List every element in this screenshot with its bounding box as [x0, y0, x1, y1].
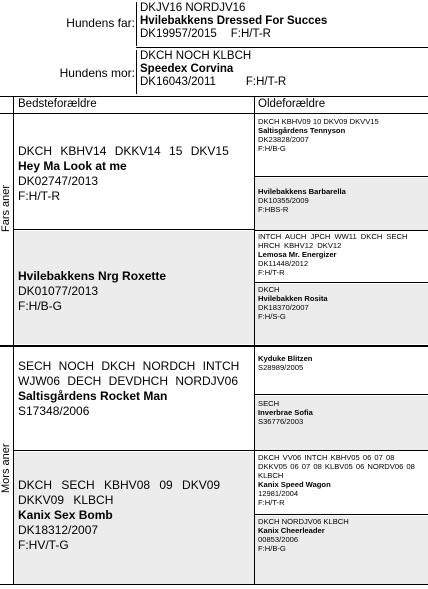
ggp-name: Saltisgårdens Tennyson: [258, 126, 346, 135]
grandparent-name: Hvilebakkens Nrg Roxette: [18, 269, 167, 283]
father-reg: DK19957/2015: [140, 28, 217, 40]
grandparent-4: [14, 452, 254, 584]
grandparent-name: Hey Ma Look at me: [18, 159, 127, 173]
ggp-hd: F:H/T-R: [258, 498, 285, 507]
grandparent-hd: F:H/T-R: [18, 189, 60, 203]
header-greatgrandparents: Oldeforældre: [258, 98, 326, 110]
ggp-reg: S36776/2003: [258, 417, 304, 426]
grandparent-titles: DKCH SECH KBHV08 09 DKV09 DKKV09 KLBCH: [18, 478, 221, 507]
ggp-name: Kanix Speed Wagon: [258, 480, 331, 489]
great-grandparent-8: [255, 516, 428, 584]
mother-name-text: Speedex Corvina: [140, 63, 234, 75]
side-label-mother: Mors aner: [0, 443, 12, 493]
grandparent-3: [14, 347, 254, 451]
grandparent-2: [14, 231, 254, 344]
ggp-reg: S28989/2005: [258, 363, 304, 372]
ggp-titles: SECH: [258, 399, 280, 408]
great-grandparent-2: [255, 178, 428, 230]
ggp-name: Hvilebakkens Barbarella: [258, 187, 346, 196]
great-grandparent-6: [255, 396, 428, 451]
father-name: [140, 15, 426, 28]
ggp-reg: 00853/2006: [258, 535, 299, 544]
great-grandparent-5: [255, 347, 428, 395]
mother-titles: DKCH NOCH KLBCH: [140, 50, 252, 62]
ggp-titles: INTCH AUCH JPCH WW11 DKCH SECH HRCH KBHV12 DKV12: [258, 232, 408, 250]
ggp-name: Lemosa Mr. Energizer: [258, 250, 337, 259]
ggp-titles: DKCH KBHV09 10 DKV09 DKVV15: [258, 117, 379, 126]
grandparent-1: [14, 114, 254, 230]
ggp-reg: DK11448/2012: [258, 259, 309, 268]
grandparent-reg: S17348/2006: [18, 404, 90, 418]
mother-box: [136, 50, 426, 94]
ggp-reg: 12981/2004: [258, 489, 299, 498]
father-hd: F:H/T-R: [230, 28, 271, 40]
ggp-reg: DK23828/2007: [258, 135, 309, 144]
ggp-name: Inverbrae Sofia: [258, 408, 313, 417]
great-grandparent-1: [255, 114, 428, 177]
grandparent-reg: DK18312/2007: [18, 523, 99, 537]
side-label-father: Fars aner: [0, 184, 12, 232]
ggp-hd: F:H/S-G: [258, 312, 286, 321]
grandparent-hd: F:HV/T-G: [18, 538, 69, 552]
ggp-hd: F:H/B-G: [258, 544, 286, 553]
father-reg-row: [140, 28, 426, 41]
ggp-titles: DKCH NORDJV06 KLBCH: [258, 517, 349, 526]
grandparent-name: Kanix Sex Bomb: [18, 508, 113, 522]
father-titles: DKJV16 NORDJV16: [140, 2, 246, 14]
ggp-reg: DK18370/2007: [258, 303, 309, 312]
ggp-hd: F:H/B-G: [258, 144, 286, 153]
ggp-titles: DKCH: [258, 285, 280, 294]
ggp-name: Kanix Cheerleader: [258, 526, 325, 535]
mother-reg: DK16043/2011: [140, 76, 216, 88]
father-name-text: Hvilebakkens Dressed For Succes: [140, 15, 328, 27]
father-label: Hundens far:: [66, 16, 135, 30]
mother-hd: F:H/T-R: [245, 76, 287, 88]
ggp-name: Kyduke Blitzen: [258, 354, 313, 363]
ggp-titles: DKCH VV06 INTCH KBHV05 06 07 08 DKKV05 06 07 08 KLBV05 06 NORDV06 08 KLBCH: [258, 453, 415, 480]
grandparent-hd: F:H/B-G: [18, 299, 62, 313]
father-box: [136, 2, 426, 46]
great-grandparent-3: [255, 231, 428, 283]
ggp-hd: F:H/T-R: [258, 268, 285, 277]
grandparent-titles: DKCH KBHV14 DKKV14 15 DKV15: [18, 144, 229, 158]
grandparent-reg: DK01077/2013: [18, 284, 99, 298]
grandparent-name: Saltisgårdens Rocket Man: [18, 389, 168, 403]
great-grandparent-4: [255, 284, 428, 344]
mother-name: [140, 63, 426, 76]
grandparent-titles: SECH NOCH DKCH NORDCH INTCH WJW06 DECH DEVDHCH NORDJV06: [18, 359, 240, 388]
ggp-name: Hvilebakken Rosita: [258, 294, 328, 303]
grandparent-reg: DK02747/2013: [18, 174, 99, 188]
ggp-reg: DK10355/2009: [258, 196, 309, 205]
mother-reg-row: [140, 76, 426, 89]
mother-label: Hundens mor:: [59, 66, 135, 80]
header-grandparents: Bedsteforældre: [18, 98, 97, 110]
ggp-hd: F:HBS-R: [258, 205, 289, 214]
great-grandparent-7: [255, 452, 428, 515]
